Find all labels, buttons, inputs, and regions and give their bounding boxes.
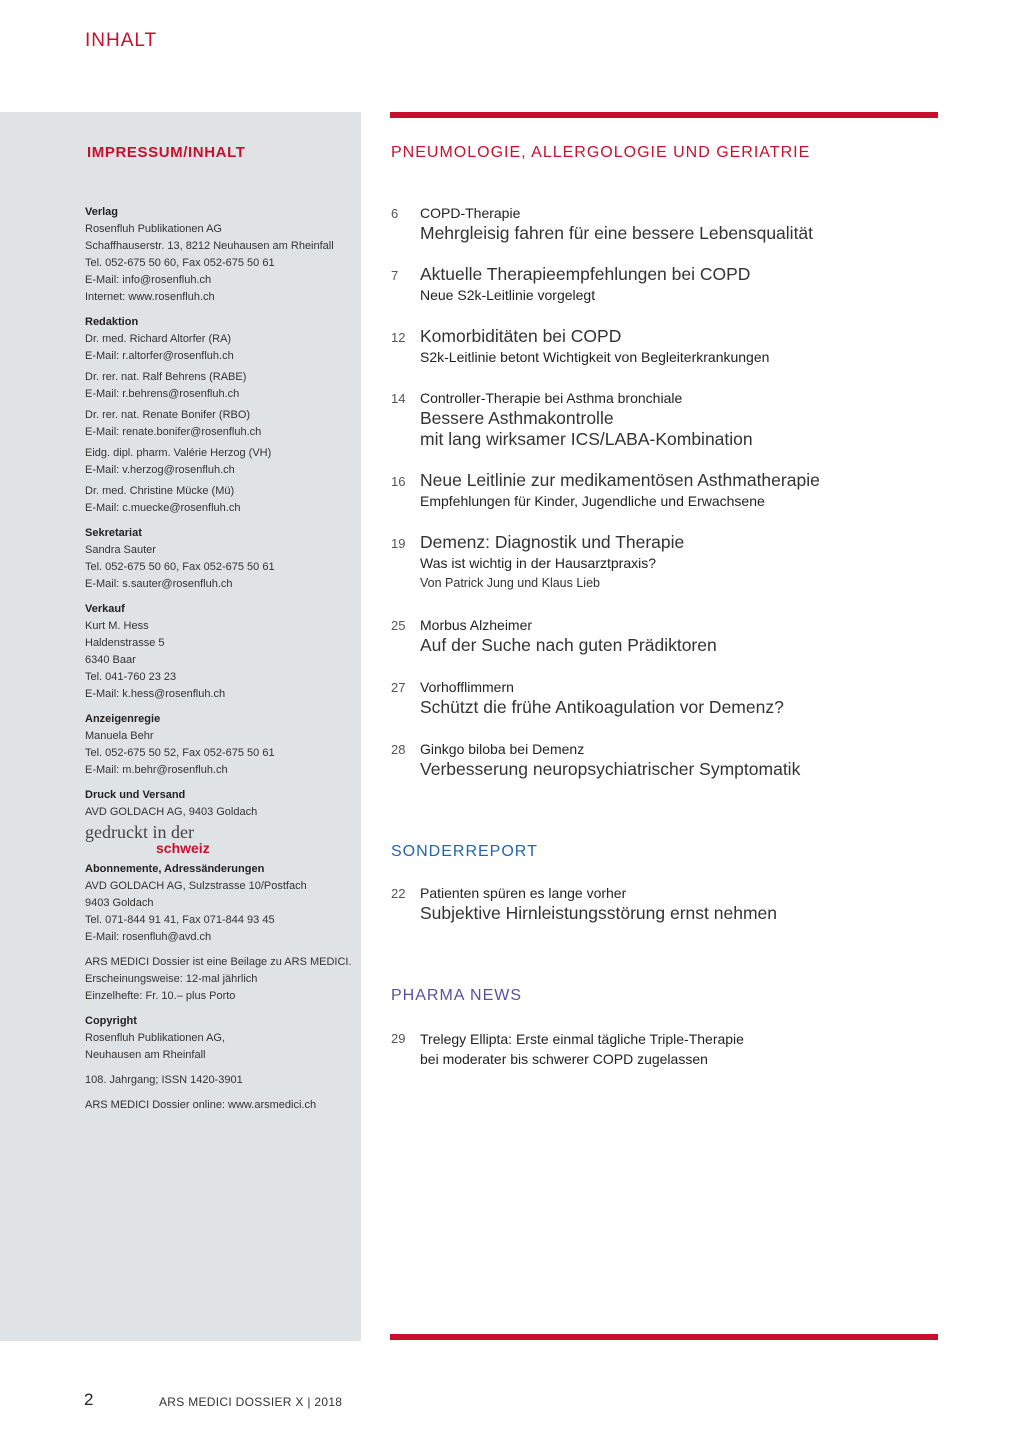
imprint-line: E-Mail: s.sauter@rosenfluh.ch <box>85 578 233 590</box>
toc-title: Aktuelle Therapieempfehlungen bei COPD <box>420 264 751 284</box>
imprint-beilage <box>85 954 350 1005</box>
imprint-line: AVD GOLDACH AG, 9403 Goldach <box>85 806 258 818</box>
imprint-heading: Copyright <box>85 1015 137 1027</box>
toc-kicker: Patienten spüren es lange vorher <box>420 885 627 901</box>
imprint-line: E-Mail: info@rosenfluh.ch <box>85 274 212 286</box>
toc-page-number: 28 <box>391 742 406 757</box>
imprint-line: Tel. 071-844 91 41, Fax 071-844 93 45 <box>85 914 275 926</box>
imprint-block <box>85 204 350 1114</box>
imprint-heading: Redaktion <box>85 316 139 328</box>
section-heading-pharma-news: PHARMA NEWS <box>391 987 523 1004</box>
toc-subtitle: Neue S2k-Leitlinie vorgelegt <box>420 287 596 303</box>
toc-kicker: Controller-Therapie bei Asthma bronchiale <box>420 390 683 406</box>
toc-kicker: Morbus Alzheimer <box>420 617 533 633</box>
imprint-heading: Anzeigenregie <box>85 713 161 725</box>
imprint-heading: Druck und Versand <box>85 789 186 801</box>
toc-kicker: COPD-Therapie <box>420 205 521 221</box>
toc-title: Komorbiditäten bei COPD <box>420 326 622 346</box>
imprint-line: Sandra Sauter <box>85 544 156 556</box>
toc-page-number: 29 <box>391 1031 406 1046</box>
toc-subtitle: S2k-Leitlinie betont Wichtigkeit von Begleiterkrankungen <box>420 349 770 365</box>
toc-title: mit lang wirksamer ICS/LABA-Kombination <box>420 429 753 449</box>
toc-page-number: 6 <box>391 206 399 221</box>
imprint-line: Kurt M. Hess <box>85 620 149 632</box>
toc-page-number: 16 <box>391 474 406 489</box>
section-heading-sonderreport: SONDERREPORT <box>391 843 538 860</box>
bottom-rule <box>390 1334 938 1340</box>
imprint-line: Haldenstrasse 5 <box>85 637 165 649</box>
toc-page-number: 19 <box>391 536 406 551</box>
imprint-line: Eidg. dipl. pharm. Valérie Herzog (VH) <box>85 447 272 459</box>
section-heading-pneumologie: PNEUMOLOGIE, ALLERGOLOGIE UND GERIATRIE <box>391 144 811 161</box>
imprint-heading: Verlag <box>85 206 119 218</box>
imprint-line: Tel. 052-675 50 60, Fax 052-675 50 61 <box>85 257 275 269</box>
page-label: INHALT <box>85 30 158 51</box>
toc-subtitle: Empfehlungen für Kinder, Jugendliche und Erwachsene <box>420 493 765 509</box>
toc-page-number: 7 <box>391 268 399 283</box>
toc-page-number: 12 <box>391 330 406 345</box>
toc-author: Von Patrick Jung und Klaus Lieb <box>420 576 600 590</box>
imprint-line: E-Mail: renate.bonifer@rosenfluh.ch <box>85 426 262 438</box>
toc-page-number: 25 <box>391 618 406 633</box>
top-rule <box>390 112 938 118</box>
imprint-line: Einzelhefte: Fr. 10.– plus Porto <box>85 990 236 1002</box>
imprint-line: Erscheinungsweise: 12-mal jährlich <box>85 973 258 985</box>
logo-text-bottom: schweiz <box>156 840 210 856</box>
imprint-line: Rosenfluh Publikationen AG, <box>85 1032 226 1044</box>
imprint-line: E-Mail: v.herzog@rosenfluh.ch <box>85 464 235 476</box>
toc-kicker: Trelegy Ellipta: Erste einmal tägliche Triple-Therapie <box>420 1031 744 1047</box>
imprint-line: AVD GOLDACH AG, Sulzstrasse 10/Postfach <box>85 880 307 892</box>
imprint-line: E-Mail: rosenfluh@avd.ch <box>85 931 212 943</box>
toc-title: Schützt die frühe Antikoagulation vor Demenz? <box>420 697 784 717</box>
imprint-line: Internet: www.rosenfluh.ch <box>85 291 215 303</box>
imprint-line: Tel. 052-675 50 60, Fax 052-675 50 61 <box>85 561 275 573</box>
toc-title: Subjektive Hirnleistungsstörung ernst nehmen <box>420 903 777 923</box>
imprint-sekretariat <box>85 525 350 593</box>
imprint-anzeigenregie <box>85 711 350 779</box>
imprint-line: Neuhausen am Rheinfall <box>85 1049 206 1061</box>
gedruckt-in-der-schweiz-logo <box>85 823 350 859</box>
imprint-copyright <box>85 1013 350 1064</box>
toc-title: Bessere Asthmakontrolle <box>420 408 614 428</box>
page-number: 2 <box>84 1390 94 1409</box>
toc-title: Mehrgleisig fahren für eine bessere Lebensqualität <box>420 223 814 243</box>
imprint-line: Dr. rer. nat. Ralf Behrens (RABE) <box>85 371 247 383</box>
toc-title: Verbesserung neuropsychiatrischer Symptomatik <box>420 759 801 779</box>
imprint-line: E-Mail: m.behr@rosenfluh.ch <box>85 764 228 776</box>
toc-title: Demenz: Diagnostik und Therapie <box>420 532 685 552</box>
toc-title: Neue Leitlinie zur medikamentösen Asthmatherapie <box>420 470 820 490</box>
imprint-heading: Abonnemente, Adressänderungen <box>85 863 265 875</box>
imprint-line: 6340 Baar <box>85 654 136 666</box>
footer-publication: ARS MEDICI DOSSIER X | 2018 <box>159 1395 343 1409</box>
toc-kicker: Ginkgo biloba bei Demenz <box>420 741 585 757</box>
imprint-line: Manuela Behr <box>85 730 154 742</box>
imprint-line: Dr. rer. nat. Renate Bonifer (RBO) <box>85 409 251 421</box>
imprint-line: Tel. 052-675 50 52, Fax 052-675 50 61 <box>85 747 275 759</box>
imprint-line: Schaffhauserstr. 13, 8212 Neuhausen am Rheinfall <box>85 240 334 252</box>
toc-page-number: 14 <box>391 391 406 406</box>
imprint-abonnemente <box>85 861 350 946</box>
imprint-line: 9403 Goldach <box>85 897 154 909</box>
imprint-druck <box>85 787 350 859</box>
toc-subtitle: Was ist wichtig in der Hausarztpraxis? <box>420 555 657 571</box>
toc-kicker: Vorhofflimmern <box>420 679 514 695</box>
imprint-line: E-Mail: k.hess@rosenfluh.ch <box>85 688 226 700</box>
imprint-line: Rosenfluh Publikationen AG <box>85 223 222 235</box>
imprint-line: Dr. med. Richard Altorfer (RA) <box>85 333 232 345</box>
imprint-line: E-Mail: r.altorfer@rosenfluh.ch <box>85 350 234 362</box>
toc-title: Auf der Suche nach guten Prädiktoren <box>420 635 717 655</box>
imprint-verkauf <box>85 601 350 703</box>
imprint-online: ARS MEDICI Dossier online: www.arsmedici.ch <box>85 1099 317 1111</box>
toc-page-number: 22 <box>391 886 406 901</box>
imprint-line: Dr. med. Christine Mücke (Mü) <box>85 485 235 497</box>
imprint-line: E-Mail: r.behrens@rosenfluh.ch <box>85 388 240 400</box>
logo-text-top: gedruckt in der <box>85 822 194 842</box>
imprint-issn: 108. Jahrgang; ISSN 1420-3901 <box>85 1074 243 1086</box>
toc-kicker: bei moderater bis schwerer COPD zugelassen <box>420 1051 708 1067</box>
imprint-line: E-Mail: c.muecke@rosenfluh.ch <box>85 502 241 514</box>
sidebar-title: IMPRESSUM/INHALT <box>87 144 246 161</box>
imprint-heading: Verkauf <box>85 603 125 615</box>
toc-page-number: 27 <box>391 680 406 695</box>
imprint-line: Tel. 041-760 23 23 <box>85 671 177 683</box>
imprint-redaktion <box>85 314 350 517</box>
imprint-verlag <box>85 204 350 306</box>
impressum-sidebar <box>0 112 361 1341</box>
imprint-line: ARS MEDICI Dossier ist eine Beilage zu ARS MEDICI. <box>85 956 352 968</box>
imprint-heading: Sekretariat <box>85 527 142 539</box>
